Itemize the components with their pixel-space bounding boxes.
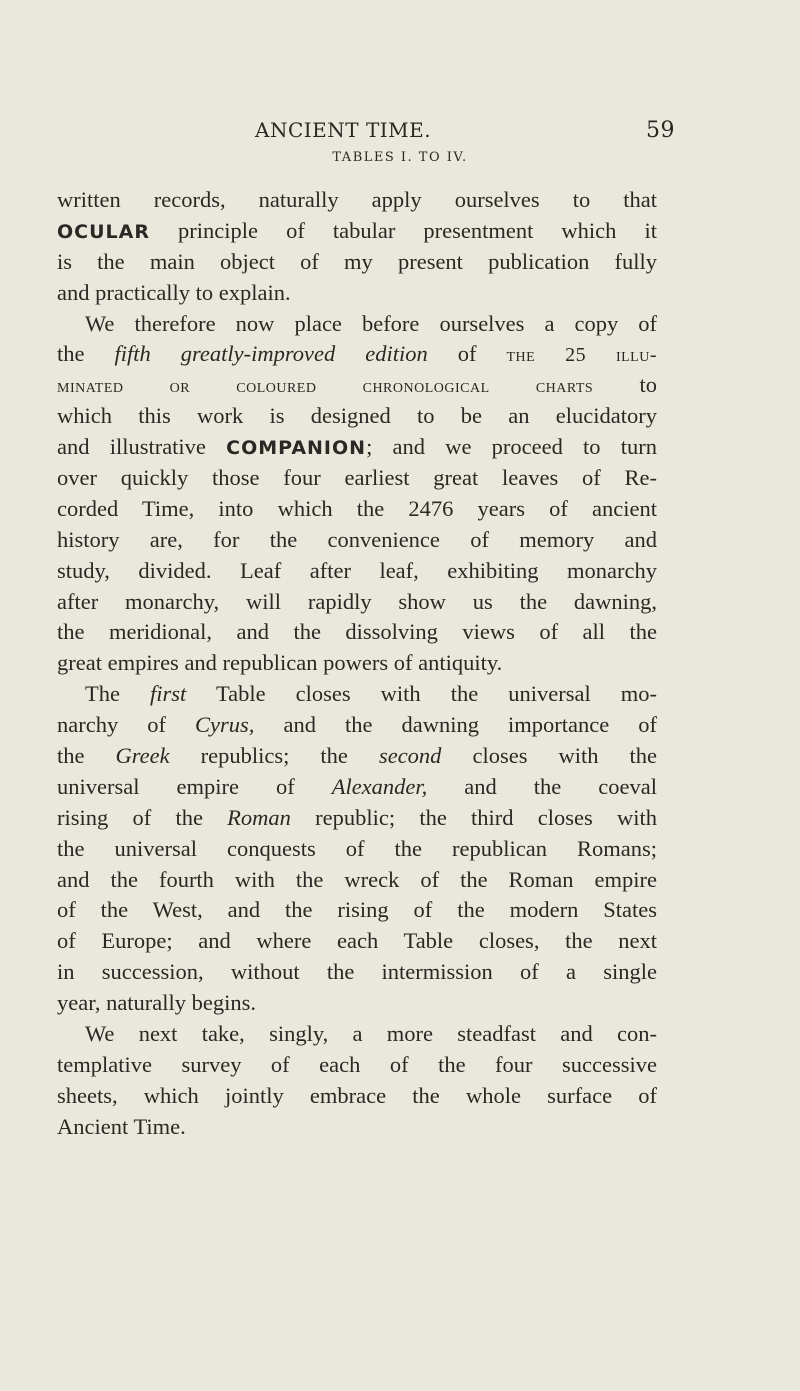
text-line: corded Time, into which the 2476 years of ancient — [57, 495, 657, 521]
text-run: the — [57, 743, 116, 769]
text-run: of — [427, 341, 507, 367]
text-line: sheets, which jointly embrace the whole surface of — [57, 1082, 657, 1108]
text-line: after monarchy, will rapidly show us the dawning, — [57, 588, 657, 614]
paragraph-start: We next take, singly, a more steadfast and con- — [85, 1021, 657, 1047]
text-line: and the fourth with the wreck of the Roman empire — [57, 866, 657, 892]
text-line — [57, 772, 657, 803]
italic-text: Greek — [115, 743, 170, 769]
text-run: ; and we proceed to turn — [366, 434, 658, 460]
paragraph-start: We therefore now place before ourselves a copy of — [85, 310, 657, 336]
text-line: of Europe; and where each Table closes, the next — [57, 928, 657, 954]
italic-text: first — [150, 681, 187, 707]
text-run: and the dawning importance of — [254, 712, 657, 738]
text-line — [57, 216, 657, 247]
text-run: to — [593, 372, 657, 398]
italic-text: second — [378, 743, 442, 769]
italic-text: Cyrus, — [195, 712, 255, 738]
text-line: year, naturally begins. — [57, 990, 257, 1016]
italic-text: fifth greatly-improved edition — [114, 341, 428, 367]
small-caps-text: the 25 illu- — [506, 344, 657, 367]
running-head-title: ANCIENT TIME. — [255, 118, 432, 142]
italic-text: Roman — [227, 804, 291, 830]
text-line: in succession, without the intermission of a single — [57, 959, 657, 985]
text-line — [57, 803, 657, 834]
text-run: republic; the third closes with — [290, 804, 657, 830]
text-run: rising of the — [57, 804, 228, 830]
text-line: great empires and republican powers of antiquity. — [57, 650, 503, 676]
text-run: and the coeval — [427, 773, 657, 799]
text-run: Table closes with the universal mo- — [186, 681, 658, 707]
text-line — [57, 370, 657, 401]
text-line: history are, for the convenience of memory and — [57, 526, 657, 552]
text-line — [57, 710, 657, 741]
text-run: The — [85, 681, 151, 707]
text-line — [57, 432, 657, 463]
page-number: 59 — [646, 118, 675, 143]
text-run: the — [57, 341, 115, 367]
ocular-display-word: OCULAR — [57, 220, 150, 243]
text-line: written records, naturally apply ourselves to that — [57, 187, 657, 212]
text-run: and illustrative — [57, 434, 227, 460]
italic-text: Alexander, — [331, 773, 428, 799]
text-line: the meridional, and the dissolving views of all the — [57, 619, 657, 645]
companion-display-word: COMPANION — [226, 437, 367, 460]
text-line: of the West, and the rising of the modern States — [57, 897, 657, 923]
section-heading: TABLES I. TO IV. — [332, 150, 468, 165]
small-caps-text: minated or coloured chronological charts — [57, 375, 594, 398]
text-line: is the main object of my present publication fully — [57, 248, 657, 274]
text-line: templative survey of each of the four successive — [57, 1051, 657, 1077]
text-line: which this work is designed to be an elucidatory — [57, 403, 657, 429]
text-run: closes with the — [441, 743, 657, 769]
text-run: narchy of — [57, 712, 196, 738]
text-run: republics; the — [169, 743, 379, 769]
running-head — [255, 118, 675, 144]
text-line: and practically to explain. — [57, 279, 291, 305]
text-line: study, divided. Leaf after leaf, exhibiting monarchy — [57, 557, 657, 583]
text-line — [57, 741, 657, 772]
text-line: Ancient Time. — [57, 1113, 186, 1139]
text-run: principle of tabular presentment which it — [149, 217, 657, 243]
text-line: the universal conquests of the republican Romans; — [57, 835, 657, 861]
text-line — [57, 339, 657, 370]
text-run: universal empire of — [57, 773, 332, 799]
text-line: over quickly those four earliest great leaves of Re- — [57, 465, 657, 491]
body-text — [57, 185, 657, 1143]
paragraph-start — [57, 679, 657, 710]
